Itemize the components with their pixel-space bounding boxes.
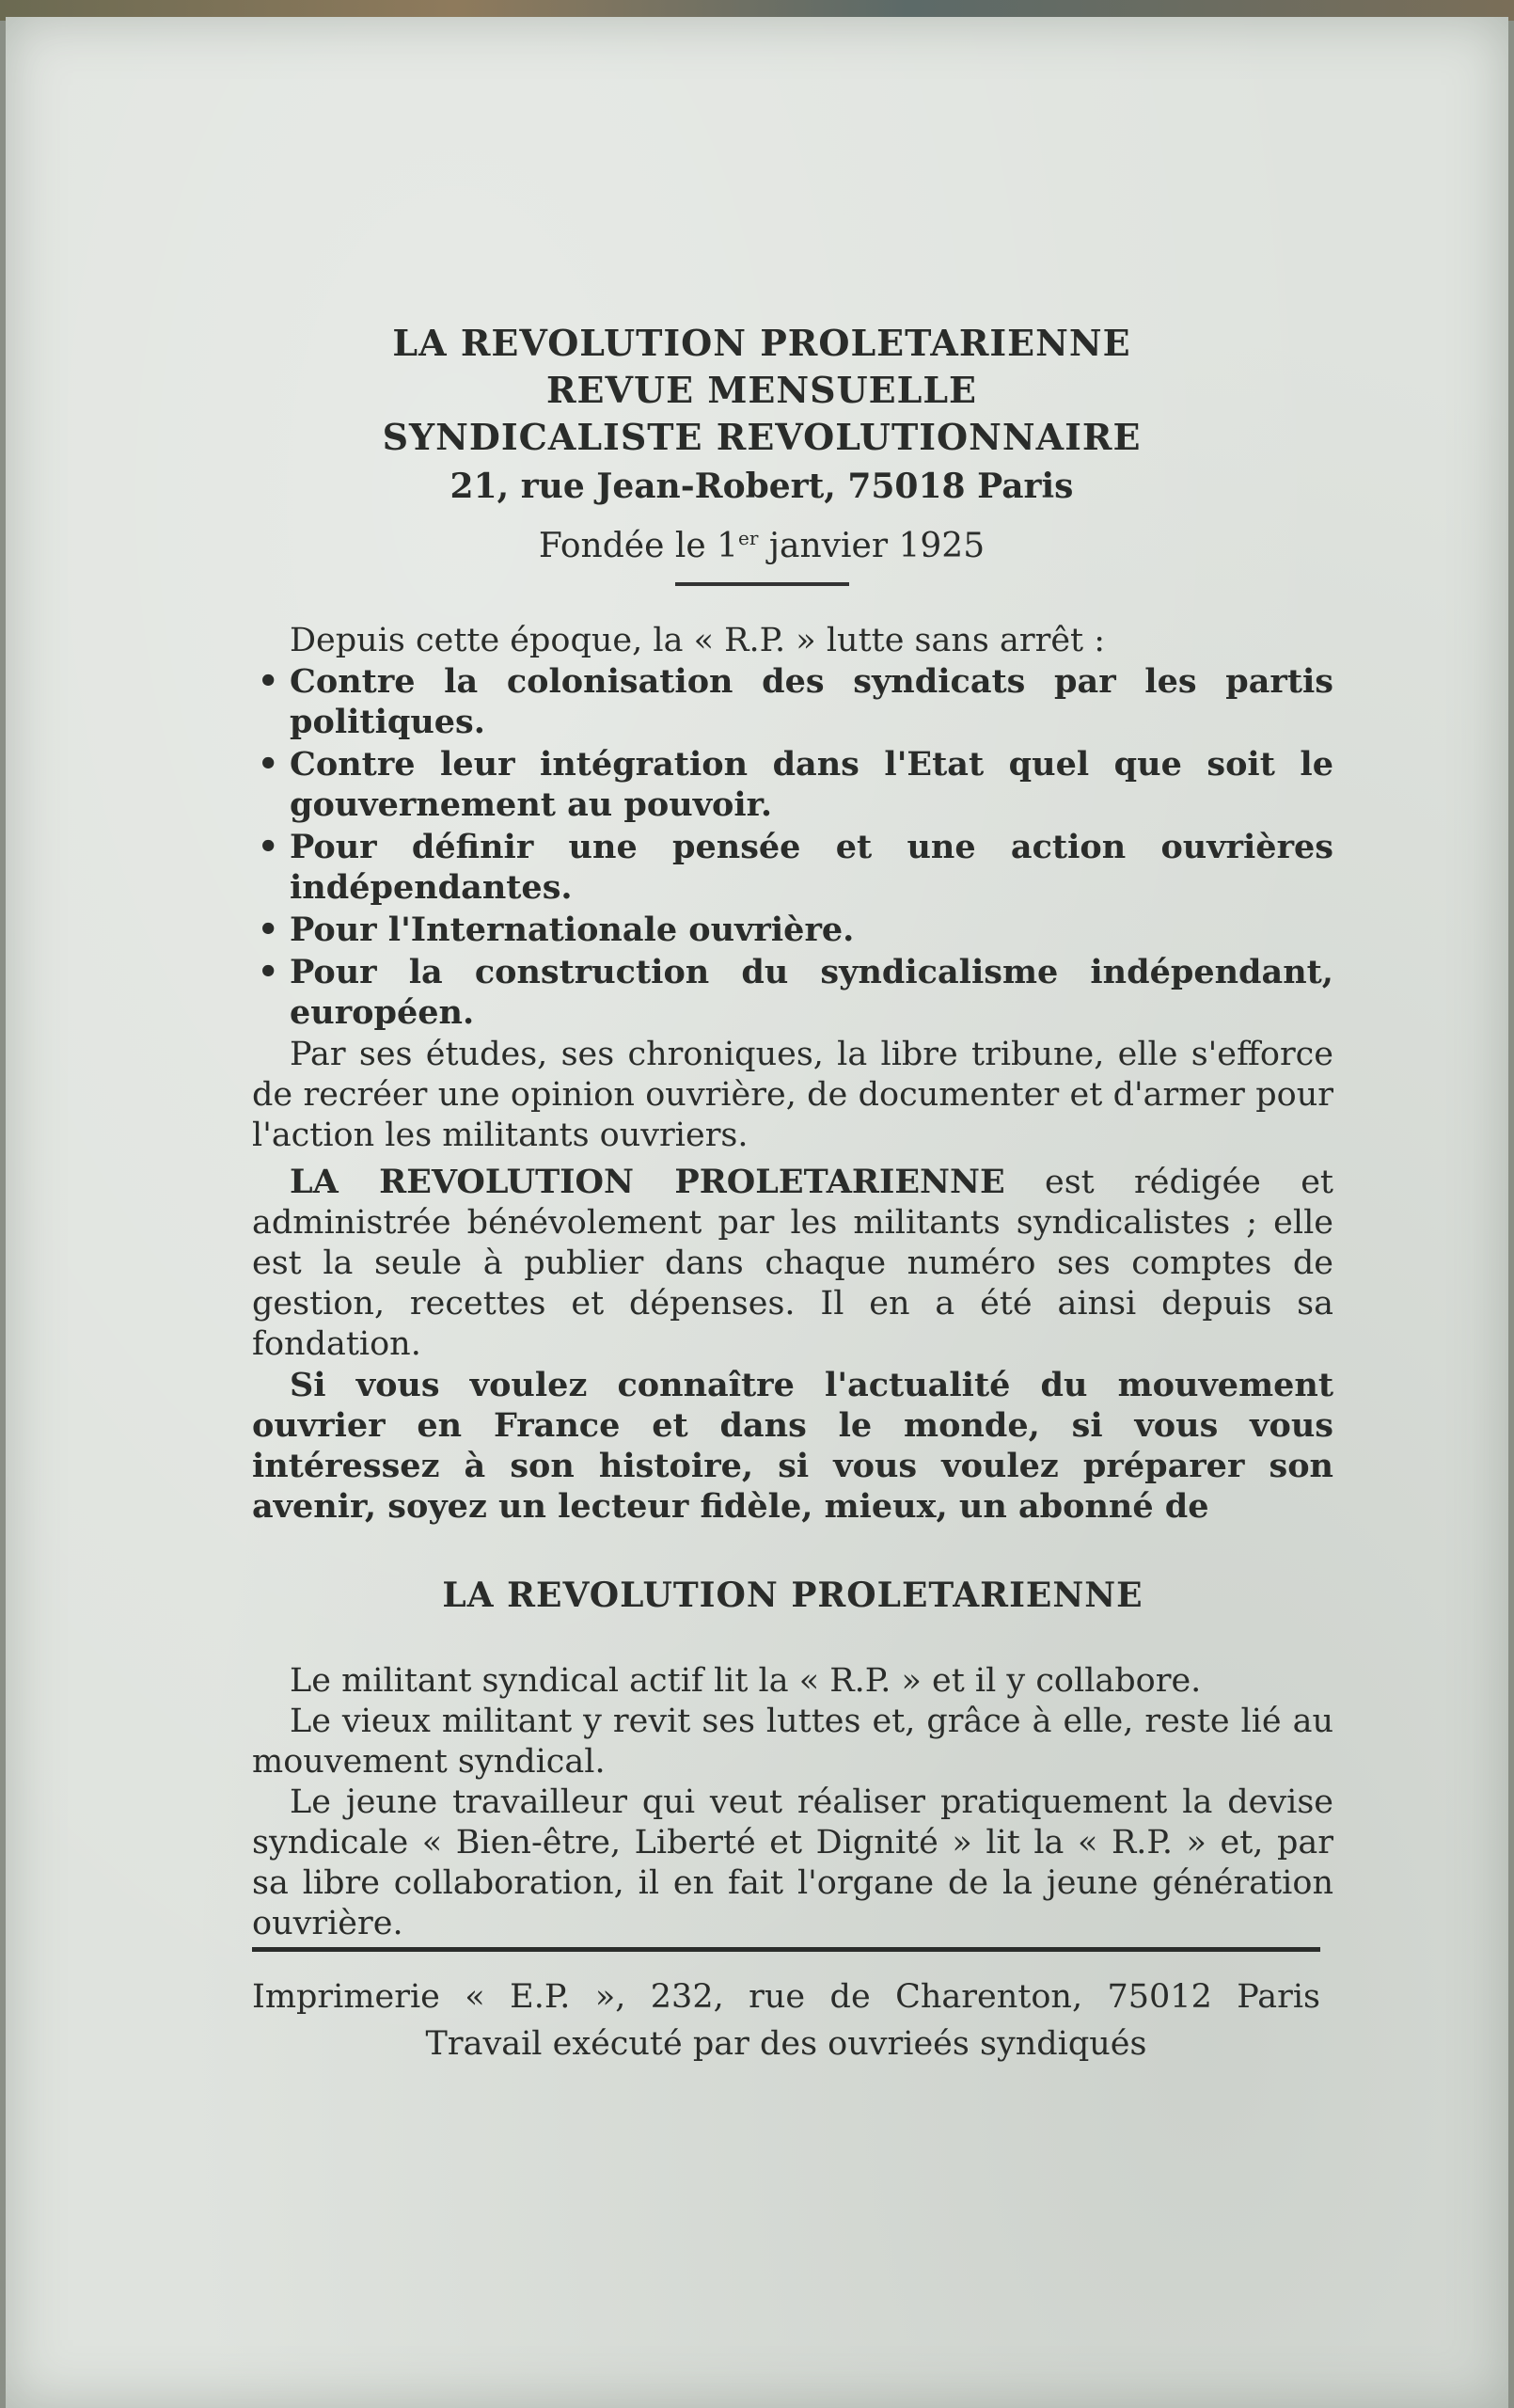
founded-date — [282, 512, 1241, 573]
studies-paragraph: Par ses études, ses chroniques, la libre tribune, elle s'efforce de recréer une opinion ouvrière, de documenter et d'armer pour l'action les militants ouvriers. — [252, 1036, 1333, 1154]
young-worker-paragraph: Le jeune travailleur qui veut réaliser pratiquement la devise syndicale « Bien-être, Liberté et Dignité » lit la « R.P. » et, par sa libre collaboration, il en fait l'organe de la jeune génération ouvrière. — [252, 1783, 1333, 1942]
founded-prefix: Fondée le 1 — [538, 527, 739, 565]
editorial-paragraph — [252, 1162, 1333, 1365]
bullet-icon: • — [258, 911, 279, 949]
body-text — [252, 621, 1333, 1944]
bullet-icon: • — [258, 662, 279, 701]
editorial-paragraph-title: LA REVOLUTION PROLETARIENNE — [290, 1163, 1005, 1201]
list-item — [252, 952, 1333, 1033]
struggle-list — [252, 661, 1333, 1033]
masthead-address: 21, rue Jean-Robert, 75018 Paris — [449, 467, 1074, 506]
editorial-paragraph-text: est rédigée et administrée bénévolement par les militants syndicalistes ; elle est la seule à publier dans chaque numéro ses comptes de gestion, recettes et dépenses. Il en a été ainsi depuis sa fondation. — [252, 1164, 1333, 1363]
list-item — [252, 910, 1333, 950]
printer-line: Imprimerie « E.P. », 232, rue de Charenton, 75012 Paris — [252, 1978, 1320, 2016]
header-divider — [675, 582, 849, 586]
list-item-text: Pour l'Internationale ouvrière. — [290, 911, 855, 949]
list-item-text: Contre la colonisation des syndicats par les partis politiques. — [290, 662, 1333, 741]
footer-divider — [252, 1947, 1320, 1952]
bullet-icon: • — [258, 953, 279, 991]
masthead-subtitle: REVUE MENSUELLE — [545, 369, 978, 411]
imprint — [252, 1973, 1320, 2067]
subscribe-paragraph: Si vous voulez connaître l'actualité du mouvement ouvrier en France et dans le monde, si vous vous intéressez à son histoire, si vous voulez préparer son avenir, soyez un lecteur fidèle, mieux, un abonné de — [252, 1366, 1333, 1526]
section-title: LA REVOLUTION PROLETARIENNE — [442, 1576, 1143, 1615]
bullet-icon: • — [258, 745, 279, 784]
list-item — [252, 661, 1333, 742]
union-work-line: Travail exécuté par des ouvrieés syndiqués — [425, 2025, 1147, 2063]
masthead — [282, 320, 1241, 586]
list-item-text: Pour définir une pensée et une action ouvrières indépendantes. — [290, 828, 1333, 907]
list-item — [252, 744, 1333, 825]
old-militant-paragraph: Le vieux militant y revit ses luttes et, grâce à elle, reste lié au mouvement syndical. — [252, 1703, 1333, 1781]
founded-sup: er — [738, 527, 759, 549]
list-item-text: Pour la construction du syndicalisme indépendant, européen. — [290, 953, 1333, 1032]
masthead-subtitle-2: SYNDICALISTE REVOLUTIONNAIRE — [382, 416, 1142, 458]
intro-paragraph: Depuis cette époque, la « R.P. » lutte sans arrêt : — [290, 622, 1106, 659]
founded-suffix: janvier 1925 — [758, 527, 986, 565]
bullet-icon: • — [258, 828, 279, 866]
list-item — [252, 827, 1333, 908]
militant-paragraph: Le militant syndical actif lit la « R.P. » et il y collabore. — [290, 1662, 1202, 1700]
list-item-text: Contre leur intégration dans l'Etat quel que soit le gouvernement au pouvoir. — [290, 745, 1333, 824]
masthead-title: LA REVOLUTION PROLETARIENNE — [392, 322, 1131, 364]
